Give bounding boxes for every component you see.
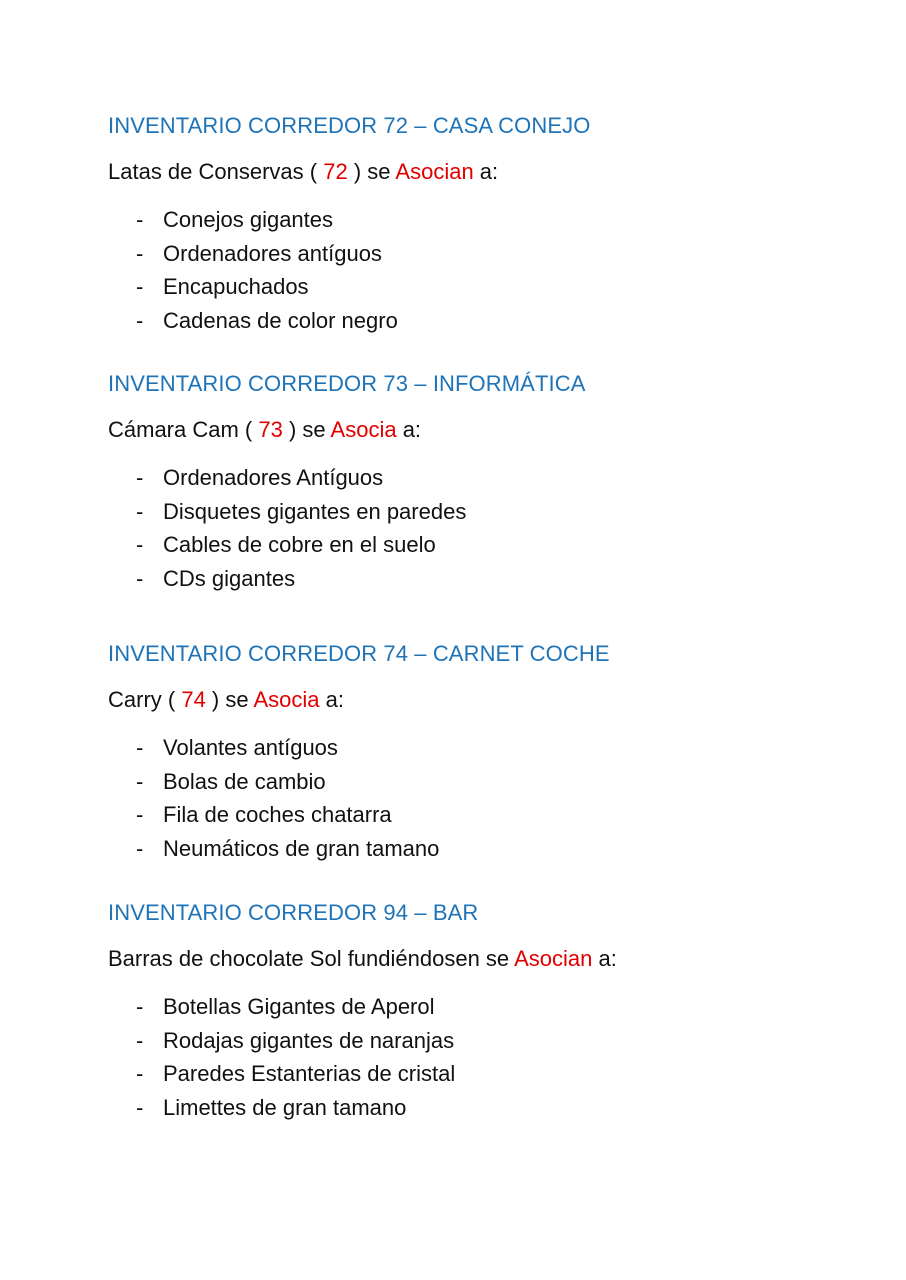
intro-verb: Asocian — [514, 946, 593, 971]
section-heading: INVENTARIO CORREDOR 74 – CARNET COCHE — [108, 641, 610, 666]
list-item-text: Rodajas gigantes de naranjas — [163, 1027, 455, 1053]
list-item-text: Bolas de cambio — [163, 768, 326, 794]
bullet-dash: - — [136, 768, 144, 794]
bullet-dash: - — [136, 1027, 144, 1053]
list-item-text: Encapuchados — [163, 274, 309, 299]
intro-text: a: — [396, 417, 422, 442]
association-list — [108, 990, 868, 1124]
list-item — [108, 562, 868, 596]
list-item — [108, 237, 868, 271]
bullet-dash: - — [136, 1094, 144, 1120]
section-heading: INVENTARIO CORREDOR 94 – BAR — [108, 900, 479, 925]
section-corredor-73 — [108, 369, 868, 595]
intro-text: Barras de chocolate Sol fundiéndosen se — [108, 946, 515, 971]
list-item — [108, 731, 868, 765]
list-item — [108, 528, 868, 562]
intro-text: Carry ( — [108, 687, 182, 712]
intro-text: ) se — [205, 687, 254, 712]
list-item-text: Cables de cobre en el suelo — [163, 532, 436, 557]
section-corredor-74 — [108, 639, 868, 865]
intro-verb: Asocia — [253, 687, 320, 712]
list-item-text: CDs gigantes — [163, 565, 296, 591]
association-list — [108, 461, 868, 595]
list-item-text: Cadenas de color negro — [163, 307, 398, 333]
intro-text: a: — [319, 687, 345, 712]
association-list — [108, 203, 868, 337]
list-item-text: Neumáticos de gran tamano — [163, 835, 440, 861]
list-item-text: Conejos gigantes — [163, 207, 334, 232]
intro-number: 74 — [181, 687, 206, 712]
bullet-dash: - — [136, 1061, 144, 1086]
list-item — [108, 1091, 868, 1125]
list-item — [108, 1024, 868, 1058]
section-heading: INVENTARIO CORREDOR 72 – CASA CONEJO — [108, 113, 591, 138]
section-intro — [108, 157, 868, 187]
list-item — [108, 270, 868, 304]
list-item — [108, 304, 868, 338]
list-item — [108, 495, 868, 529]
bullet-dash: - — [136, 207, 144, 232]
intro-text: Latas de Conservas ( — [108, 159, 324, 184]
list-item-text: Botellas Gigantes de Aperol — [163, 994, 435, 1019]
list-item — [108, 990, 868, 1024]
bullet-dash: - — [136, 735, 144, 760]
list-item — [108, 203, 868, 237]
intro-verb: Asocian — [395, 159, 474, 184]
list-item — [108, 461, 868, 495]
bullet-dash: - — [136, 274, 144, 299]
bullet-dash: - — [136, 802, 144, 827]
intro-number: 73 — [258, 417, 283, 442]
section-corredor-94 — [108, 898, 868, 1124]
intro-text: ) se — [347, 159, 396, 184]
list-item — [108, 1057, 868, 1091]
list-item — [108, 832, 868, 866]
intro-text: a: — [473, 159, 499, 184]
intro-text: a: — [592, 946, 617, 971]
list-item-text: Disquetes gigantes en paredes — [163, 498, 467, 524]
intro-text: Cámara Cam ( — [108, 417, 259, 442]
list-item — [108, 765, 868, 799]
section-heading: INVENTARIO CORREDOR 73 – INFORMÁTICA — [108, 371, 586, 396]
intro-text: ) se — [282, 417, 331, 442]
bullet-dash: - — [136, 994, 144, 1019]
bullet-dash: - — [136, 465, 144, 490]
bullet-dash: - — [136, 498, 144, 524]
list-item-text: Limettes de gran tamano — [163, 1094, 407, 1120]
association-list — [108, 731, 868, 865]
intro-number: 72 — [323, 159, 348, 184]
section-intro — [108, 415, 868, 445]
bullet-dash: - — [136, 307, 144, 333]
bullet-dash: - — [136, 835, 144, 861]
list-item — [108, 798, 868, 832]
bullet-dash: - — [136, 240, 144, 266]
intro-verb: Asocia — [330, 417, 397, 442]
list-item-text: Volantes antíguos — [163, 735, 338, 760]
section-corredor-72 — [108, 111, 868, 337]
bullet-dash: - — [136, 565, 144, 591]
list-item-text: Paredes Estanterias de cristal — [163, 1061, 456, 1086]
list-item-text: Fila de coches chatarra — [163, 802, 392, 827]
section-intro — [108, 685, 868, 715]
section-intro — [108, 944, 868, 974]
list-item-text: Ordenadores Antíguos — [163, 465, 384, 490]
list-item-text: Ordenadores antíguos — [163, 240, 382, 266]
bullet-dash: - — [136, 532, 144, 557]
